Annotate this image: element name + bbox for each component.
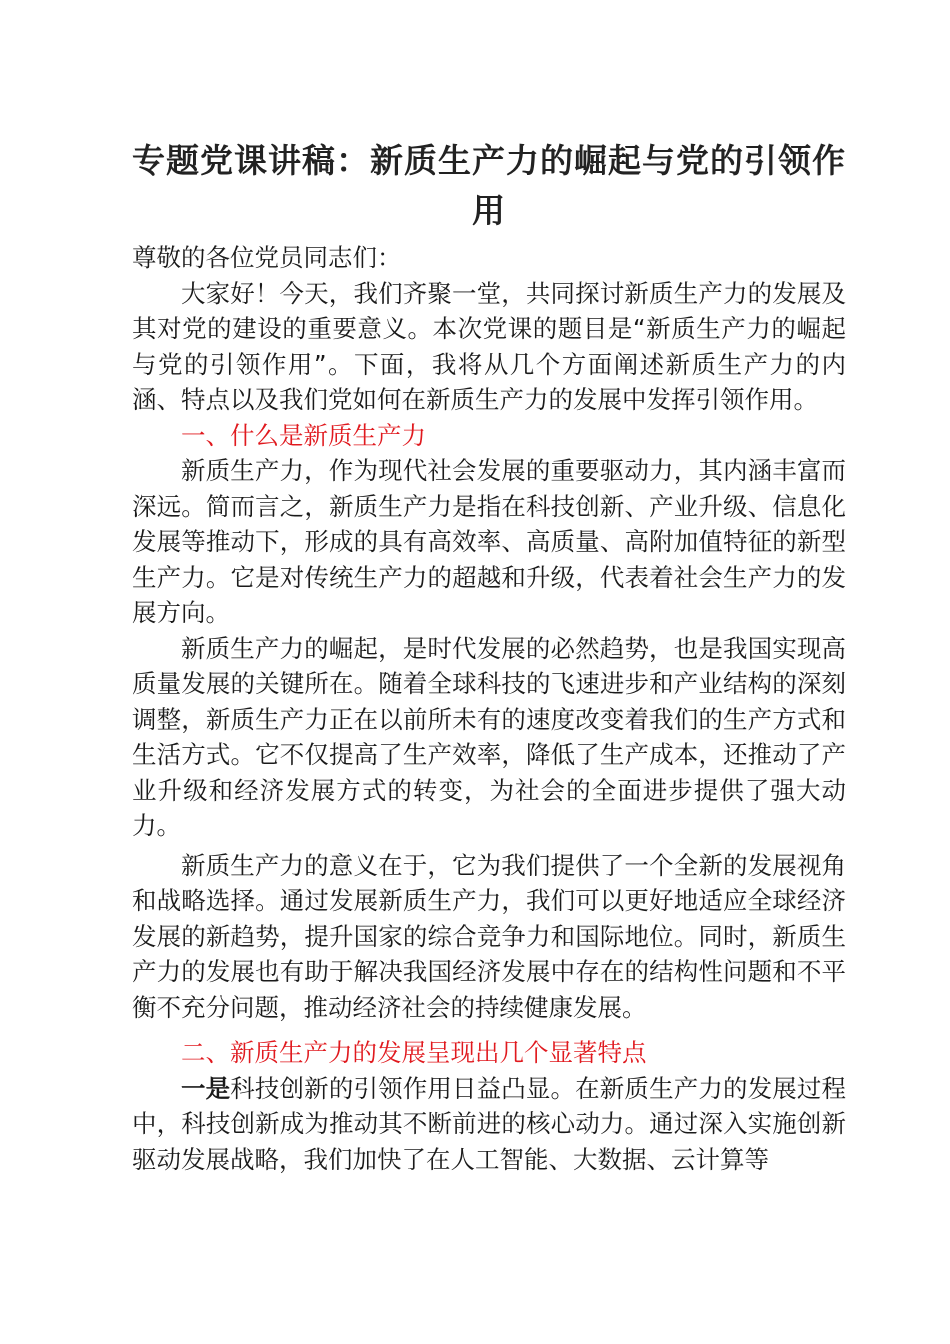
section-2-point-1 [132, 1071, 846, 1178]
intro-paragraph: 大家好！今天，我们齐聚一堂，共同探讨新质生产力的发展及其对党的建设的重要意义。本次党课的题目是“新质生产力的崛起与党的引领作用”。下面，我将从几个方面阐述新质生产力的内涵、特点以及我们党如何在新质生产力的发展中发挥引领作用。 [132, 278, 846, 414]
salutation: 尊敬的各位党员同志们： [132, 243, 402, 272]
section-1-paragraph-2: 新质生产力的崛起，是时代发展的必然趋势，也是我国实现高质量发展的关键所在。随着全球科技的飞速进步和产业结构的深刻调整，新质生产力正在以前所未有的速度改变着我们的生产方式和生活方式。它不仅提高了生产效率，降低了生产成本，还推动了产业升级和经济发展方式的转变，为社会的全面进步提供了强大动力。 [132, 633, 846, 840]
section-1-paragraph-3: 新质生产力的意义在于，它为我们提供了一个全新的发展视角和战略选择。通过发展新质生产力，我们可以更好地适应全球经济发展的新趋势，提升国家的综合竞争力和国际地位。同时，新质生产力的发展也有助于解决我国经济发展中存在的结构性问题和不平衡不充分问题，推动经济社会的持续健康发展。 [132, 850, 846, 1022]
point-1-text: 科技创新的引领作用日益凸显。在新质生产力的发展过程中，科技创新成为推动其不断前进的核心动力。通过深入实施创新驱动发展战略，我们加快了在人工智能、大数据、云计算等 [132, 1073, 847, 1174]
section-2-heading: 二、新质生产力的发展呈现出几个显著特点 [181, 1038, 647, 1067]
point-1-lead: 一是 [181, 1073, 231, 1103]
section-1-paragraph-1: 新质生产力，作为现代社会发展的重要驱动力，其内涵丰富而深远。简而言之，新质生产力是指在科技创新、产业升级、信息化发展等推动下，形成的具有高效率、高质量、高附加值特征的新型生产力。它是对传统生产力的超越和升级，代表着社会生产力的发展方向。 [132, 456, 846, 627]
document-page [132, 136, 846, 1177]
section-1-heading: 一、什么是新质生产力 [181, 420, 426, 450]
document-title: 专题党课讲稿：新质生产力的崛起与党的引领作用 [132, 141, 846, 230]
